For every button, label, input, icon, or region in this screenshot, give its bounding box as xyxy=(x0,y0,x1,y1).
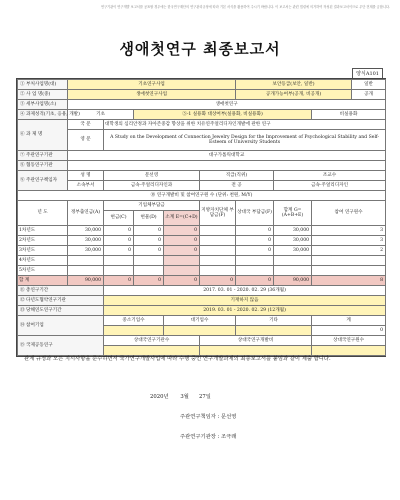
budget-part xyxy=(312,256,386,266)
pi-major-label: 전 공 xyxy=(200,181,274,191)
title-label: ⑥ 과 제 명 xyxy=(18,120,68,151)
practical-value: 비실용화 xyxy=(312,110,386,120)
row-current xyxy=(18,306,386,316)
partner-h3: 기타 xyxy=(236,316,312,326)
budget-loc xyxy=(200,266,236,276)
budget-loc-head: 지방자치단체 부담금(F) xyxy=(200,201,236,226)
budget-sum-inkind: 0 xyxy=(134,276,164,286)
practical-label: ⑤-1 실용화 대상여부(실용화, 비실용화) xyxy=(134,110,312,120)
security-value: 일반 xyxy=(352,80,386,90)
budget-year: 5차년도 xyxy=(18,266,68,276)
budget-gov: 30,000 xyxy=(68,246,104,256)
budget-oth-head: 상대국 부담금(F) xyxy=(236,201,274,226)
budget-inkind xyxy=(134,256,164,266)
budget-oth: 0 xyxy=(236,246,274,256)
pi-name-label: 성 명 xyxy=(68,171,104,181)
row-pi-name xyxy=(18,171,386,181)
title-eng: A Study on the Development of Connection Jewelry Design for the Improvement of Psychological Stability and Self-Esteem of University Students xyxy=(104,130,386,151)
budget-part: 3 xyxy=(312,236,386,246)
public-value: 공개 xyxy=(352,90,386,100)
budget-gov: 30,000 xyxy=(68,236,104,246)
budget-sum-row xyxy=(18,276,386,286)
budget-cash: 0 xyxy=(104,246,134,256)
budget-sum-part: 8 xyxy=(312,276,386,286)
subproject-label: ③ 세부사업명(소) xyxy=(18,100,68,110)
budget-total-head: 합계 G=(A+B+E) xyxy=(274,201,312,226)
signer-head-label: 주관연구기관장 : xyxy=(180,434,220,440)
budget-row xyxy=(18,246,386,256)
budget-inkind: 0 xyxy=(134,226,164,236)
intl-label: ⑮ 국제공동연구 xyxy=(18,336,104,356)
date-month: 3월 xyxy=(180,394,189,400)
intl-h2: 상대국연구개발비 xyxy=(200,336,312,346)
date-day: 27일 xyxy=(199,394,211,400)
budget-gov xyxy=(68,266,104,276)
budget-cash xyxy=(104,266,134,276)
budget-row xyxy=(18,236,386,246)
row-title-eng xyxy=(18,130,386,151)
row-intl-head xyxy=(18,336,386,346)
current-label: ⑬ 당해연도연구기간 xyxy=(18,306,104,316)
nature-value: 기초 xyxy=(68,110,134,120)
partner-h4: 계 xyxy=(312,316,386,326)
nature-label: ④ 과제성격(기초, 응용, 개발) xyxy=(18,110,68,120)
budget-sum-oth: 0 xyxy=(236,276,274,286)
pi-dept: 금속·주얼리디자인과 xyxy=(104,181,200,191)
multi-value: 기재하지 않음 xyxy=(104,296,386,306)
budget-sub: 0 xyxy=(164,246,200,256)
header-notice: 연구기관이 연구개발 보고서를 공표할 경우에는 한국연구재단의 연구관리규정에 따라 기본 서식을 활용하여 주시기 바랍니다. 이 보고서는 관련 법령에 의거하여 작성된 결과보고서이므로 무단 전재를 금합니다. xyxy=(100,5,390,9)
row-program xyxy=(18,80,386,90)
pi-name: 문선영 xyxy=(104,171,200,181)
date-year: 2020년 xyxy=(150,394,169,400)
budget-inkind-head: 현물(D) xyxy=(134,211,164,226)
title-kor: 대학생의 심리안정과 자아존중감 향상을 위한 치유연주얼리디자인개발에 관한 연구 xyxy=(104,120,386,130)
budget-gov-head: 정부출연금(A) xyxy=(68,201,104,226)
budget-inkind: 0 xyxy=(134,236,164,246)
date-line xyxy=(150,392,211,400)
signer-pi-name: 문선영 xyxy=(220,414,237,420)
signer-pi-label: 주관연구책임자 : xyxy=(180,414,220,420)
row-pi-dept xyxy=(18,181,386,191)
pi-rank: 조교수 xyxy=(274,171,386,181)
pi-major: 금속·주얼리디자인 xyxy=(274,181,386,191)
budget-total: 30,000 xyxy=(274,246,312,256)
current-value: 2019. 03. 01 - 2020. 02. 29 (12개월) xyxy=(104,306,386,316)
report-form xyxy=(16,78,386,357)
budget-row xyxy=(18,266,386,276)
budget-gov xyxy=(68,256,104,266)
budget-loc xyxy=(200,246,236,256)
intl-v1 xyxy=(104,346,200,356)
budget-loc xyxy=(200,236,236,246)
coop-label: ⑧ 협동연구기관 xyxy=(18,161,68,171)
budget-cash-head: 현금(C) xyxy=(104,211,134,226)
partner-v3 xyxy=(236,326,312,336)
row-budget-head1 xyxy=(18,201,386,211)
partner-h1: 중소기업수 xyxy=(104,316,164,326)
multi-label: ⑫ 다년도협약연구기관 xyxy=(18,296,104,306)
budget-cash: 0 xyxy=(104,226,134,236)
program-label: ① 부처사업명(대) xyxy=(18,80,68,90)
budget-oth: 0 xyxy=(236,226,274,236)
budget-sub-head: 소계 E=(C+D) xyxy=(164,211,200,226)
program-value: 기초연구사업 xyxy=(68,80,236,90)
row-subproject xyxy=(18,100,386,110)
budget-part xyxy=(312,266,386,276)
signer-head xyxy=(180,432,236,440)
budget-sub xyxy=(164,266,200,276)
form-table xyxy=(17,79,386,356)
pi-rank-label: 직급(직위) xyxy=(200,171,274,181)
budget-year: 3차년도 xyxy=(18,246,68,256)
budget-ent-head: 기업체부담금 xyxy=(104,201,200,211)
institution-value: 대구가톨릭대학교 xyxy=(68,151,386,161)
title-kor-label: 국 문 xyxy=(68,120,104,130)
budget-year-head: 년 도 xyxy=(18,201,68,226)
budget-sub: 0 xyxy=(164,236,200,246)
signer-head-name: 조극래 xyxy=(220,434,237,440)
partner-v2 xyxy=(164,326,236,336)
budget-sub xyxy=(164,256,200,266)
period-label: ⑪ 총연구기간 xyxy=(18,286,104,296)
budget-total: 30,000 xyxy=(274,236,312,246)
budget-sum-total: 90,000 xyxy=(274,276,312,286)
budget-sum-loc: 0 xyxy=(200,276,236,286)
budget-part: 2 xyxy=(312,246,386,256)
row-title-kor xyxy=(18,120,386,130)
submission-statement: 관계 규정과 모든 지시사항을 준수하면서 국가연구개발사업에 따라 수행 중인 연구개발과제의 최종보고서를 붙임과 같이 제출 합니다. xyxy=(24,356,331,362)
budget-inkind xyxy=(134,266,164,276)
row-nature xyxy=(18,110,386,120)
budget-year: 4차년도 xyxy=(18,256,68,266)
period-value: 2017. 03. 01 - 2020. 02. 29 (36개월) xyxy=(104,286,386,296)
budget-gov: 30,000 xyxy=(68,226,104,236)
budget-year: 2차년도 xyxy=(18,236,68,246)
budget-cash xyxy=(104,256,134,266)
coop-value xyxy=(68,161,386,171)
budget-cash: 0 xyxy=(104,236,134,246)
intl-h1: 상대국연구기관수 xyxy=(104,336,200,346)
pi-dept-label: 소속부서 xyxy=(68,181,104,191)
budget-total xyxy=(274,266,312,276)
intl-v2 xyxy=(200,346,312,356)
budget-loc xyxy=(200,256,236,266)
page-title: 생애첫연구 최종보고서 xyxy=(119,40,281,58)
row-period xyxy=(18,286,386,296)
title-eng-label: 영 문 xyxy=(68,130,104,151)
security-label: 보안등급(보안, 일반) xyxy=(236,80,352,90)
budget-loc xyxy=(200,226,236,236)
project-label: ② 사 업 명(중) xyxy=(18,90,68,100)
row-partner-head xyxy=(18,316,386,326)
partner-label: ⑭ 참여기업 xyxy=(18,316,104,336)
budget-oth xyxy=(236,256,274,266)
project-value: 생애첫연구사업 xyxy=(68,90,236,100)
partner-h2: 대기업수 xyxy=(164,316,236,326)
budget-year: 1차년도 xyxy=(18,226,68,236)
budget-sub: 0 xyxy=(164,226,200,236)
row-project xyxy=(18,90,386,100)
budget-total: 30,000 xyxy=(274,226,312,236)
budget-title: ⑩ 연구개발비 및 참여연구원 수 (단위: 천원, M/Y) xyxy=(18,191,386,201)
form-number: 양식A101 xyxy=(352,68,383,79)
row-budget-title xyxy=(18,191,386,201)
signer-pi xyxy=(180,412,236,420)
intl-h3: 상대국연구원수 xyxy=(312,336,386,346)
row-coop xyxy=(18,161,386,171)
budget-part: 3 xyxy=(312,226,386,236)
budget-row xyxy=(18,256,386,266)
public-label: 공개가능여부(공개, 비공개) xyxy=(236,90,352,100)
budget-total xyxy=(274,256,312,266)
pi-label: ⑨ 주관연구책임자 xyxy=(18,171,68,191)
row-institution xyxy=(18,151,386,161)
institution-label: ⑦ 주관연구기관 xyxy=(18,151,68,161)
budget-part-head: 참여 연구원수 xyxy=(312,201,386,226)
budget-sum-sub: 0 xyxy=(164,276,200,286)
partner-v4: 0 xyxy=(312,326,386,336)
intl-v3 xyxy=(312,346,386,356)
budget-oth: 0 xyxy=(236,236,274,246)
partner-v1 xyxy=(104,326,164,336)
budget-sum-cash: 0 xyxy=(104,276,134,286)
budget-row xyxy=(18,226,386,236)
budget-sum-gov: 90,000 xyxy=(68,276,104,286)
row-multi xyxy=(18,296,386,306)
budget-inkind: 0 xyxy=(134,246,164,256)
budget-sum-year: 합 계 xyxy=(18,276,68,286)
subproject-value: 생애첫연구 xyxy=(68,100,386,110)
budget-oth xyxy=(236,266,274,276)
